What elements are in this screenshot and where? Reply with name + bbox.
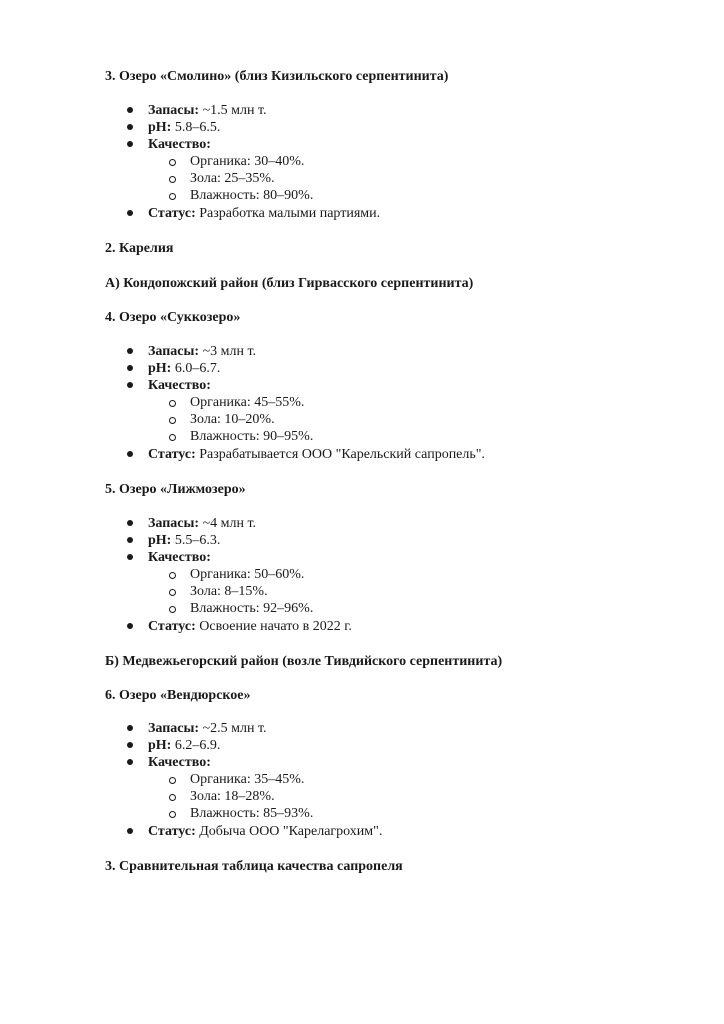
quality-organic: Органика: 30–40%.: [190, 154, 305, 169]
quality-moisture: Влажность: 85–93%.: [190, 806, 314, 821]
bullet-dot: [127, 365, 133, 371]
reserves-label: Запасы:: [148, 516, 200, 531]
sub-bullet-circle: [169, 589, 176, 596]
list-item-reserves: [148, 343, 256, 360]
quality-ash: Зола: 10–20%.: [190, 412, 275, 427]
bullet-dot: [127, 554, 133, 560]
status-value: Разработка малыми партиями.: [195, 206, 381, 221]
quality-organic: Органика: 50–60%.: [190, 567, 305, 582]
ph-label: pH:: [148, 738, 172, 753]
bullet-dot: [127, 828, 133, 834]
list-item-ph: [148, 532, 220, 549]
ph-value: 5.8–6.5.: [171, 120, 221, 135]
quality-ash: Зола: 8–15%.: [190, 584, 268, 599]
status-value: Разрабатывается ООО "Карельский сапропель".: [195, 447, 485, 462]
sub-bullet-circle: [169, 811, 176, 818]
list-item-quality: [148, 136, 211, 153]
status-value: Освоение начато в 2022 г.: [195, 619, 352, 634]
bullet-dot: [127, 537, 133, 543]
quality-moisture: Влажность: 80–90%.: [190, 188, 314, 203]
reserves-value: ~4 млн т.: [199, 516, 257, 531]
status-label: Статус:: [148, 824, 196, 839]
quality-organic: Органика: 35–45%.: [190, 772, 305, 787]
reserves-value: ~3 млн т.: [199, 344, 257, 359]
reserves-value: ~2.5 млн т.: [199, 721, 267, 736]
quality-moisture: Влажность: 92–96%.: [190, 601, 314, 616]
list-item-status: [148, 205, 380, 222]
bullet-dot: [127, 348, 133, 354]
status-label: Статус:: [148, 619, 196, 634]
quality-label: Качество:: [148, 378, 211, 393]
bullet-dot: [127, 382, 133, 388]
sub-bullet-circle: [169, 193, 176, 200]
quality-label: Качество:: [148, 137, 211, 152]
lake-heading-smolino: 3. Озеро «Смолино» (близ Кизильского серпентинита): [105, 69, 449, 84]
sub-bullet-circle: [169, 777, 176, 784]
quality-label: Качество:: [148, 755, 211, 770]
bullet-dot: [127, 623, 133, 629]
region-heading-karelia: 2. Карелия: [105, 241, 174, 256]
district-heading-medvezhyegorsk: Б) Медвежьегорский район (возле Тивдийского серпентинита): [105, 654, 503, 669]
bullet-dot: [127, 520, 133, 526]
list-item-quality: [148, 377, 211, 394]
lake-heading-lizhmozero: 5. Озеро «Лижмозеро»: [105, 482, 246, 497]
list-item-status: [148, 618, 352, 635]
district-heading-kondopoga: А) Кондопожский район (близ Гирвасского серпентинита): [105, 276, 474, 291]
sub-bullet-circle: [169, 434, 176, 441]
list-item-status: [148, 446, 485, 463]
bullet-dot: [127, 141, 133, 147]
quality-ash: Зола: 25–35%.: [190, 171, 275, 186]
sub-bullet-circle: [169, 417, 176, 424]
quality-moisture: Влажность: 90–95%.: [190, 429, 314, 444]
list-item-ph: [148, 119, 220, 136]
bullet-dot: [127, 742, 133, 748]
reserves-value: ~1.5 млн т.: [199, 103, 267, 118]
list-item-ph: [148, 737, 220, 754]
reserves-label: Запасы:: [148, 103, 200, 118]
status-label: Статус:: [148, 206, 196, 221]
sub-bullet-circle: [169, 159, 176, 166]
bullet-dot: [127, 107, 133, 113]
reserves-label: Запасы:: [148, 721, 200, 736]
quality-organic: Органика: 45–55%.: [190, 395, 305, 410]
list-item-reserves: [148, 515, 256, 532]
sub-bullet-circle: [169, 400, 176, 407]
list-item-ph: [148, 360, 220, 377]
list-item-quality: [148, 549, 211, 566]
bullet-dot: [127, 725, 133, 731]
sub-bullet-circle: [169, 176, 176, 183]
quality-ash: Зола: 18–28%.: [190, 789, 275, 804]
bullet-dot: [127, 451, 133, 457]
ph-label: pH:: [148, 361, 172, 376]
list-item-reserves: [148, 720, 267, 737]
list-item-quality: [148, 754, 211, 771]
bullet-dot: [127, 124, 133, 130]
ph-value: 6.2–6.9.: [171, 738, 221, 753]
sub-bullet-circle: [169, 572, 176, 579]
sub-bullet-circle: [169, 794, 176, 801]
lake-heading-sukkozero: 4. Озеро «Суккозеро»: [105, 310, 241, 325]
list-item-reserves: [148, 102, 267, 119]
reserves-label: Запасы:: [148, 344, 200, 359]
lake-heading-vendyurskoe: 6. Озеро «Вендюрское»: [105, 688, 251, 703]
bullet-dot: [127, 759, 133, 765]
quality-label: Качество:: [148, 550, 211, 565]
table-section-heading: 3. Сравнительная таблица качества сапропеля: [105, 859, 403, 874]
status-label: Статус:: [148, 447, 196, 462]
status-value: Добыча ООО "Карелагрохим".: [195, 824, 383, 839]
ph-label: pH:: [148, 533, 172, 548]
ph-label: pH:: [148, 120, 172, 135]
list-item-status: [148, 823, 382, 840]
ph-value: 6.0–6.7.: [171, 361, 221, 376]
bullet-dot: [127, 210, 133, 216]
sub-bullet-circle: [169, 606, 176, 613]
ph-value: 5.5–6.3.: [171, 533, 221, 548]
